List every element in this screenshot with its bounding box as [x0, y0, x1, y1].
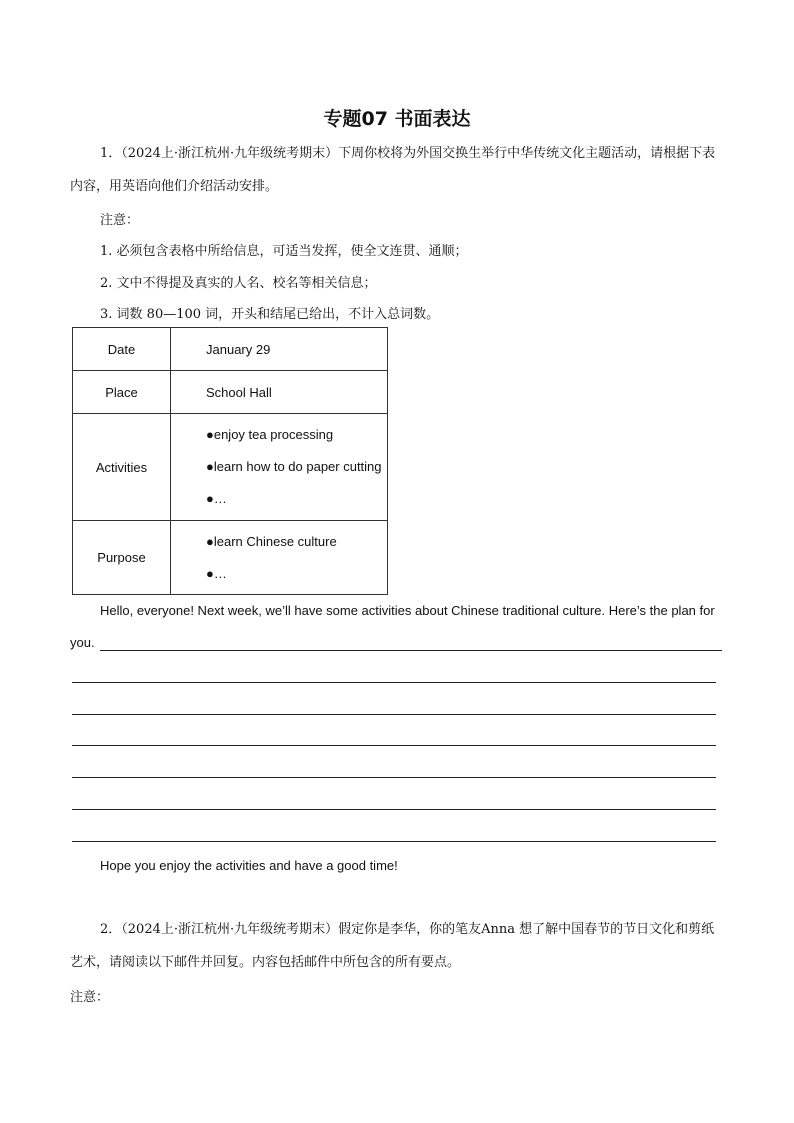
- table-value-activities: [171, 414, 388, 521]
- writing-line[interactable]: [72, 841, 716, 842]
- essay-ending: Hope you enjoy the activities and have a good time!: [100, 858, 398, 873]
- essay-opening: Hello, everyone! Next week, we’ll have some activities about Chinese traditional culture. Here’s the plan for: [100, 603, 715, 618]
- page-title: 专题07 书面表达: [323, 108, 471, 130]
- table-label-place: Place: [73, 371, 171, 414]
- question-2-note-label: 注意：: [70, 990, 110, 1005]
- purpose-item: ●learn Chinese culture: [206, 533, 337, 549]
- table-label-date: Date: [73, 328, 171, 371]
- activity-item: ●enjoy tea processing: [206, 427, 334, 442]
- writing-line[interactable]: [72, 777, 716, 778]
- question-1-note-3: 3. 词数 80—100 词，开头和结尾已给出，不计入总词数。: [100, 307, 440, 322]
- writing-line[interactable]: [72, 745, 716, 746]
- activity-item: ●…: [206, 491, 227, 506]
- writing-line[interactable]: [72, 809, 716, 810]
- table-value-purpose: [171, 521, 388, 595]
- table-value-date: January 29: [171, 328, 388, 371]
- question-2-intro: 2．（2024上·浙江杭州·九年级统考期末）假定你是李华，你的笔友Anna 想了解中国春节的节日文化和剪纸艺术，请阅读以下邮件并回复。内容包括邮件中所包含的所有要点。: [70, 922, 715, 970]
- writing-line[interactable]: [100, 650, 722, 651]
- question-1-note-2: 2. 文中不得提及真实的人名、校名等相关信息；: [100, 276, 377, 291]
- table-row-activities: [73, 414, 388, 521]
- question-1-intro: 1．（2024上·浙江杭州·九年级统考期末）下周你校将为外国交换生举行中华传统文化主题活动，请根据下表内容，用英语向他们介绍活动安排。: [70, 146, 716, 194]
- table-label-purpose: Purpose: [73, 521, 171, 595]
- activity-item: ●learn how to do paper cutting: [206, 459, 382, 474]
- table-label-activities: Activities: [73, 414, 171, 521]
- question-1-note-1: 1. 必须包含表格中所给信息，可适当发挥，使全文连贯、通顺；: [100, 244, 468, 259]
- question-1-note-label: 注意：: [100, 213, 140, 228]
- table-value-place: School Hall: [171, 371, 388, 414]
- writing-line[interactable]: [72, 682, 716, 683]
- table-row-place: [73, 371, 388, 414]
- essay-opening-continued: you.: [70, 635, 95, 650]
- table-row-purpose: [73, 521, 388, 595]
- purpose-item: ●…: [206, 565, 227, 581]
- activity-info-table: [72, 327, 388, 595]
- table-row-date: [73, 328, 388, 371]
- writing-line[interactable]: [72, 714, 716, 715]
